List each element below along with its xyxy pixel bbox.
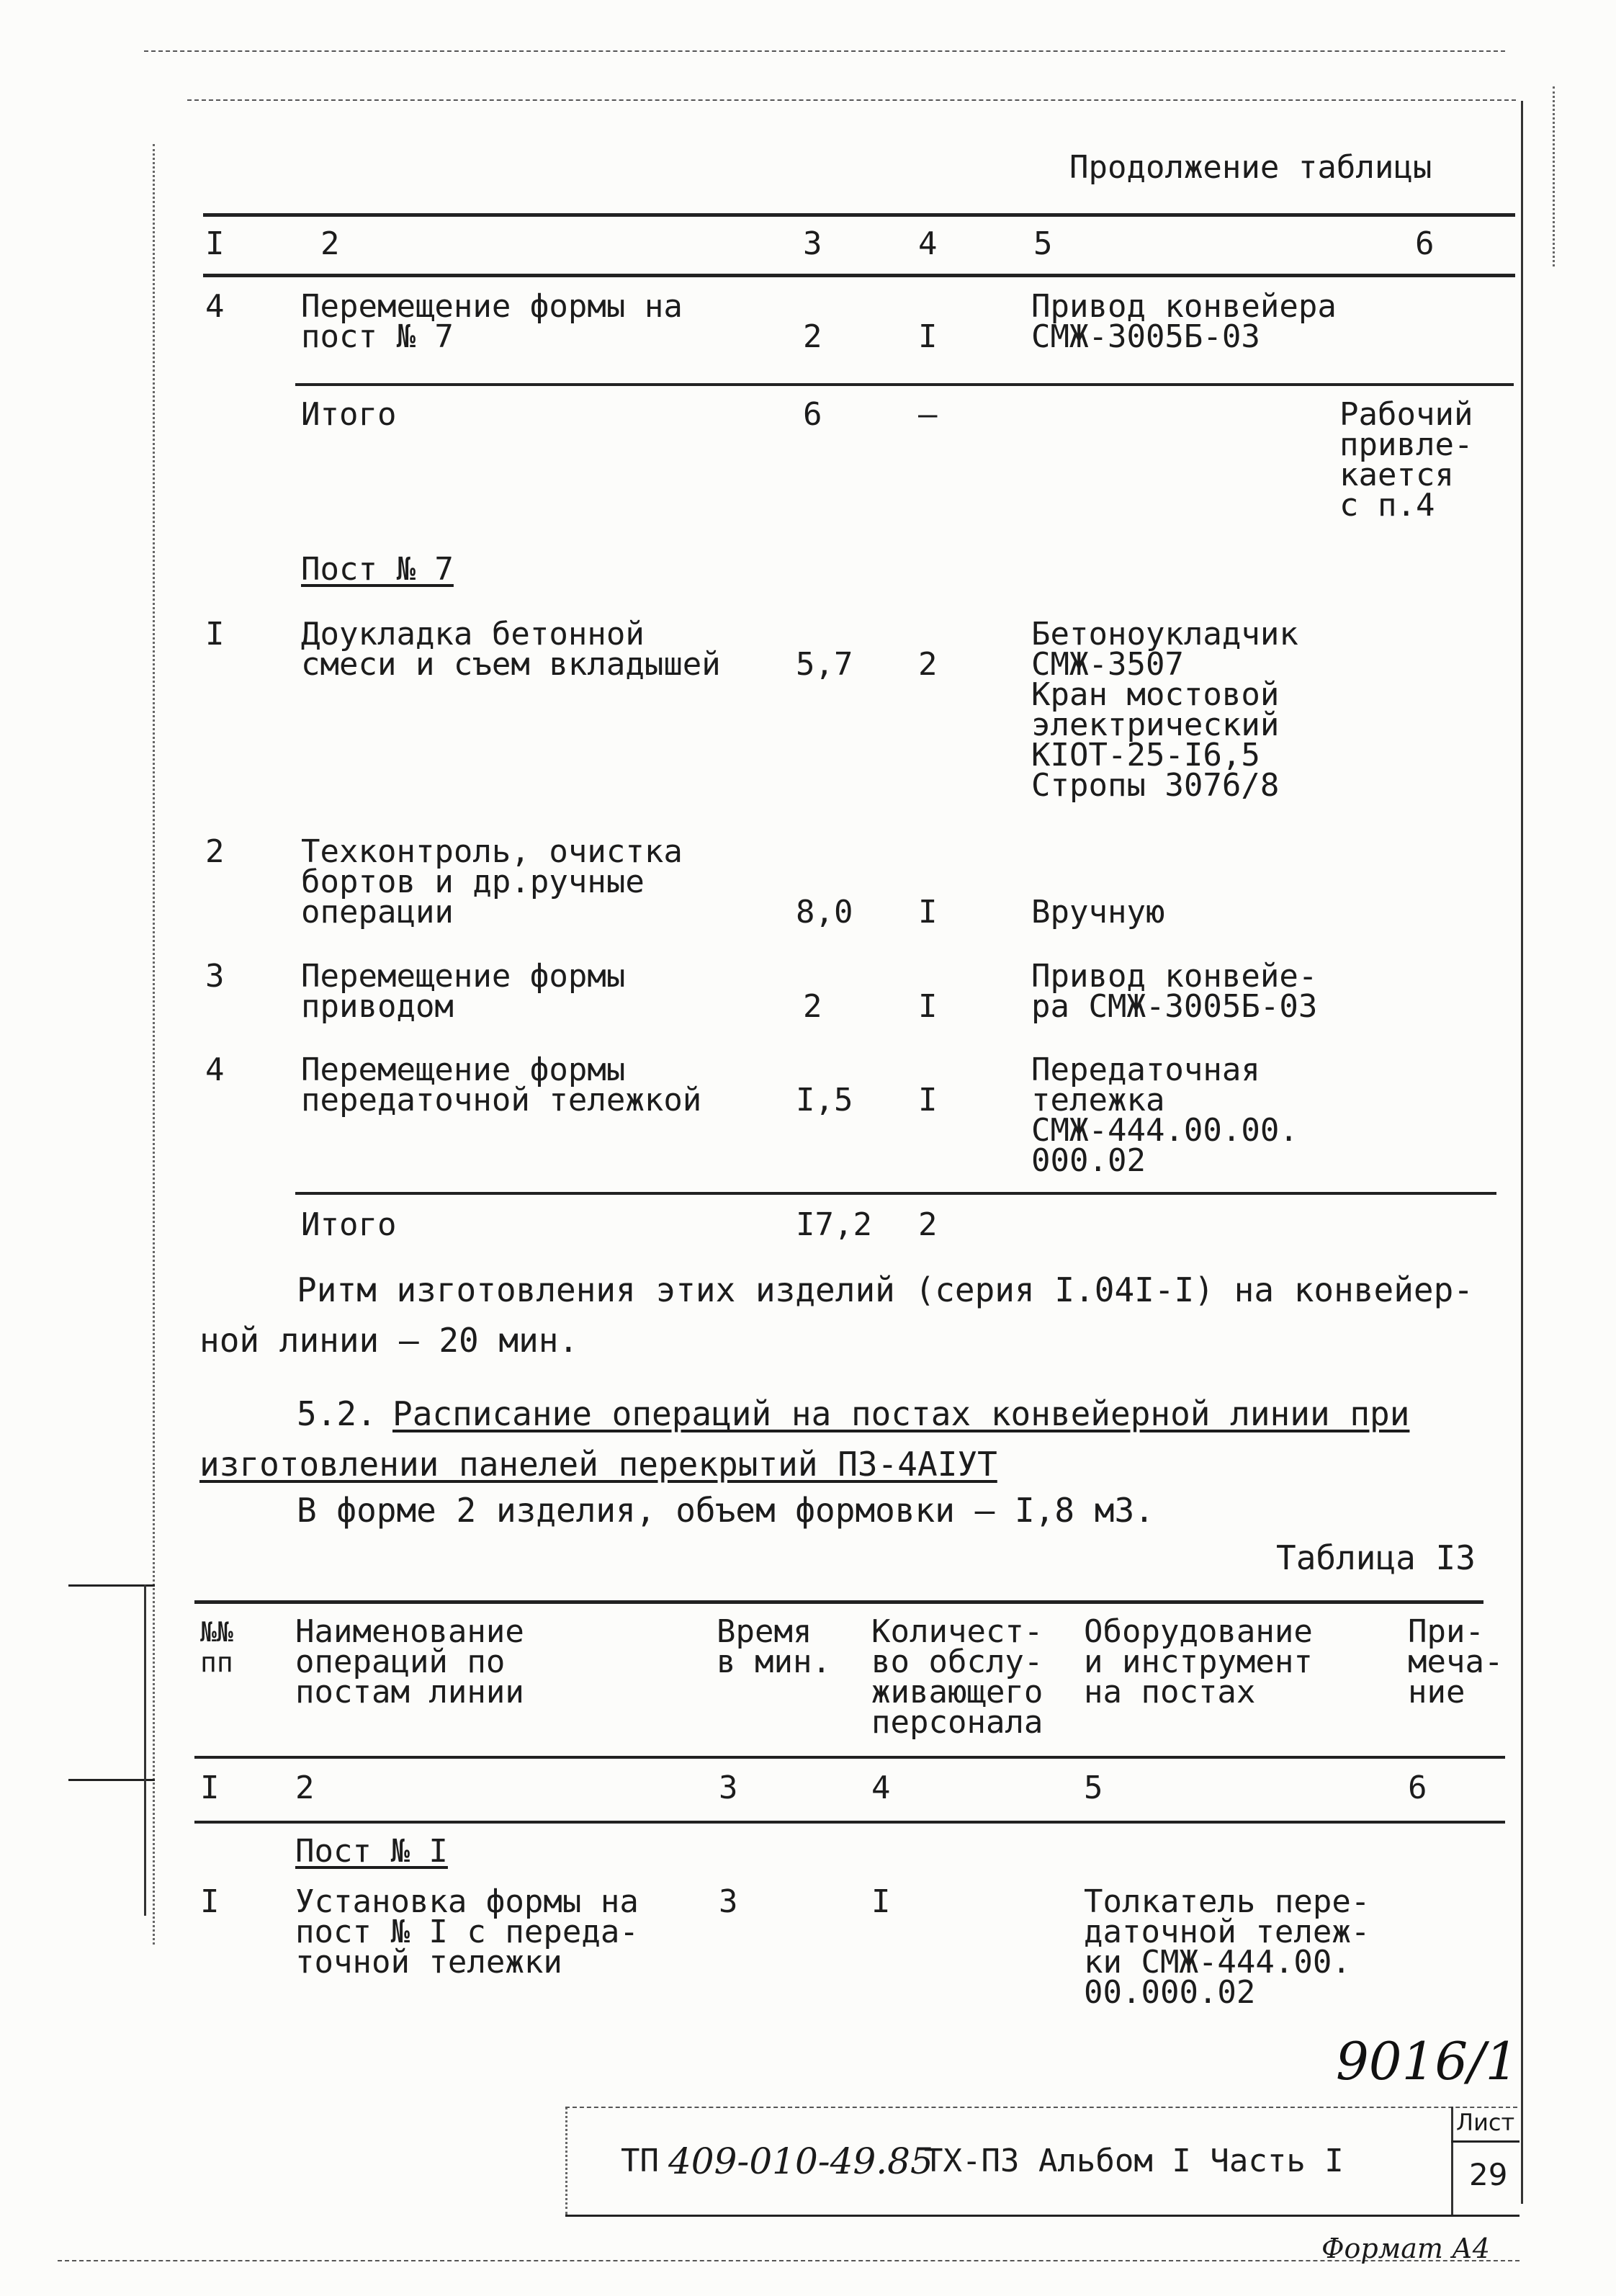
staff-value: 2 bbox=[918, 646, 938, 683]
equipment-text: Бетоноукладчик СМЖ-3507 Кран мостовой электрический КIОТ-25-I6,5 Стропы 3076/8 bbox=[1031, 616, 1298, 804]
operation-name: Перемещение формы передаточной тележкой bbox=[301, 1051, 702, 1118]
sheet-number: 29 bbox=[1469, 2157, 1508, 2192]
header-col-3: Время в мин. bbox=[717, 1613, 831, 1680]
header-col-5: Оборудование и инструмент на постах bbox=[1084, 1613, 1313, 1710]
header-col-2: Наименование операций по постам линии bbox=[295, 1613, 524, 1710]
header-bottom-rule bbox=[203, 274, 1515, 277]
equipment-text: Толкатель пере- даточной тележ- ки СМЖ-444.00. 00.000.02 bbox=[1084, 1883, 1370, 2011]
stamp-sheet-rule bbox=[1451, 2140, 1520, 2143]
row-number: I bbox=[205, 616, 225, 653]
time-value: 8,0 bbox=[796, 894, 853, 930]
header-col-1: №№ пп bbox=[200, 1616, 233, 1678]
col-num-6: 6 bbox=[1415, 225, 1435, 262]
col-num-4: 4 bbox=[918, 225, 938, 262]
total-staff: – bbox=[918, 396, 938, 433]
table-title: Таблица I3 bbox=[1276, 1538, 1476, 1577]
total-label: Итого bbox=[301, 396, 397, 433]
row-rule bbox=[295, 383, 1514, 386]
stamp-bottom-border bbox=[565, 2215, 1520, 2217]
col-num-6: 6 bbox=[1408, 1770, 1427, 1806]
time-value: 5,7 bbox=[796, 646, 853, 683]
total-staff: 2 bbox=[918, 1206, 938, 1243]
table-top-rule bbox=[203, 213, 1515, 217]
stamp-code: 409-010-49.85 bbox=[668, 2140, 933, 2182]
format-label: Формат А4 bbox=[1321, 2233, 1490, 2264]
equipment-text: Вручную bbox=[1031, 894, 1165, 930]
frame-left-line bbox=[153, 144, 155, 1945]
col-num-2: 2 bbox=[320, 225, 340, 262]
top-border-line bbox=[144, 50, 1505, 52]
operation-name: Техконтроль, очистка бортов и др.ручные операции bbox=[301, 833, 683, 930]
operation-name: Перемещение формы на пост № 7 bbox=[301, 288, 683, 355]
staff-value: I bbox=[871, 1883, 891, 1920]
staff-value: I bbox=[918, 318, 938, 355]
rhythm-text: Ритм изготовления этих изделий (серия I.04I-I) на конвейер- bbox=[297, 1270, 1473, 1309]
equipment-text: Передаточная тележка СМЖ-444.00.00. 000.02 bbox=[1031, 1051, 1298, 1179]
col-num-1: I bbox=[200, 1770, 220, 1806]
row-number: 4 bbox=[205, 288, 225, 325]
total-rule bbox=[295, 1192, 1496, 1195]
continuation-label: Продолжение таблицы bbox=[1069, 149, 1432, 186]
table13-top-rule bbox=[194, 1600, 1483, 1604]
section-number: 5.2. bbox=[297, 1394, 377, 1433]
col-num-5: 5 bbox=[1084, 1770, 1103, 1806]
rhythm-text-cont: ной линии – 20 мин. bbox=[199, 1321, 579, 1360]
row-number: 3 bbox=[205, 958, 225, 995]
col-num-3: 3 bbox=[719, 1770, 738, 1806]
margin-stamp-line bbox=[144, 1584, 146, 1916]
margin-stamp-line bbox=[68, 1779, 155, 1781]
stamp-top-border bbox=[565, 2107, 1517, 2108]
equipment-text: Привод конвейе- ра СМЖ-3005Б-03 bbox=[1031, 958, 1318, 1025]
section-title: Расписание операций на постах конвейерной линии при bbox=[392, 1394, 1410, 1433]
frame-right-line bbox=[1521, 101, 1523, 2204]
total-time: I7,2 bbox=[796, 1206, 872, 1243]
note-text: Рабочий привле- кается с п.4 bbox=[1339, 396, 1473, 524]
form-info: В форме 2 изделия, объем формовки – I,8 м3. bbox=[297, 1491, 1154, 1530]
operation-name: Доукладка бетонной смеси и съем вкладышей bbox=[301, 616, 721, 683]
col-num-4: 4 bbox=[871, 1770, 891, 1806]
time-value: I,5 bbox=[796, 1082, 853, 1118]
staff-value: I bbox=[918, 1082, 938, 1118]
header-col-4: Количест- во обслу- живающего персонала bbox=[871, 1613, 1043, 1741]
row-number: 4 bbox=[205, 1051, 225, 1088]
col-num-3: 3 bbox=[803, 225, 822, 262]
operation-name: Перемещение формы приводом bbox=[301, 958, 626, 1025]
staff-value: I bbox=[918, 988, 938, 1025]
equipment-text: Привод конвейера СМЖ-3005Б-03 bbox=[1031, 288, 1337, 355]
col-num-1: I bbox=[205, 225, 225, 262]
operation-name: Установка формы на пост № I с переда- точной тележки bbox=[295, 1883, 639, 1981]
section-title-cont: изготовлении панелей перекрытий ПЗ-4АIУТ bbox=[199, 1445, 997, 1484]
col-num-5: 5 bbox=[1033, 225, 1053, 262]
frame-top-line bbox=[187, 99, 1516, 101]
time-value: 3 bbox=[719, 1883, 738, 1920]
stamp-prefix: ТП bbox=[621, 2143, 659, 2179]
total-label: Итого bbox=[301, 1206, 397, 1243]
header-col-6: При- меча- ние bbox=[1408, 1613, 1504, 1710]
margin-stamp-line bbox=[68, 1584, 155, 1587]
stamp-sheet-divider bbox=[1451, 2107, 1453, 2215]
post-heading: Пост № I bbox=[295, 1833, 448, 1870]
sheet-label: Лист bbox=[1456, 2109, 1515, 2136]
total-time: 6 bbox=[803, 396, 822, 433]
staff-value: I bbox=[918, 894, 938, 930]
stamp-left-border bbox=[565, 2107, 567, 2215]
post-heading: Пост № 7 bbox=[301, 551, 454, 588]
table13-numbers-rule bbox=[194, 1821, 1505, 1824]
stamp-title: ТХ-ПЗ Альбом I Часть I bbox=[924, 2143, 1344, 2179]
row-number: I bbox=[200, 1883, 220, 1920]
time-value: 2 bbox=[803, 318, 822, 355]
table13-header-rule bbox=[194, 1756, 1505, 1759]
time-value: 2 bbox=[803, 988, 822, 1025]
bottom-border-line bbox=[58, 2260, 1520, 2261]
row-number: 2 bbox=[205, 833, 225, 870]
right-edge-mark bbox=[1553, 86, 1555, 266]
col-num-2: 2 bbox=[295, 1770, 315, 1806]
handwritten-number: 9016/1 bbox=[1336, 2031, 1519, 2091]
